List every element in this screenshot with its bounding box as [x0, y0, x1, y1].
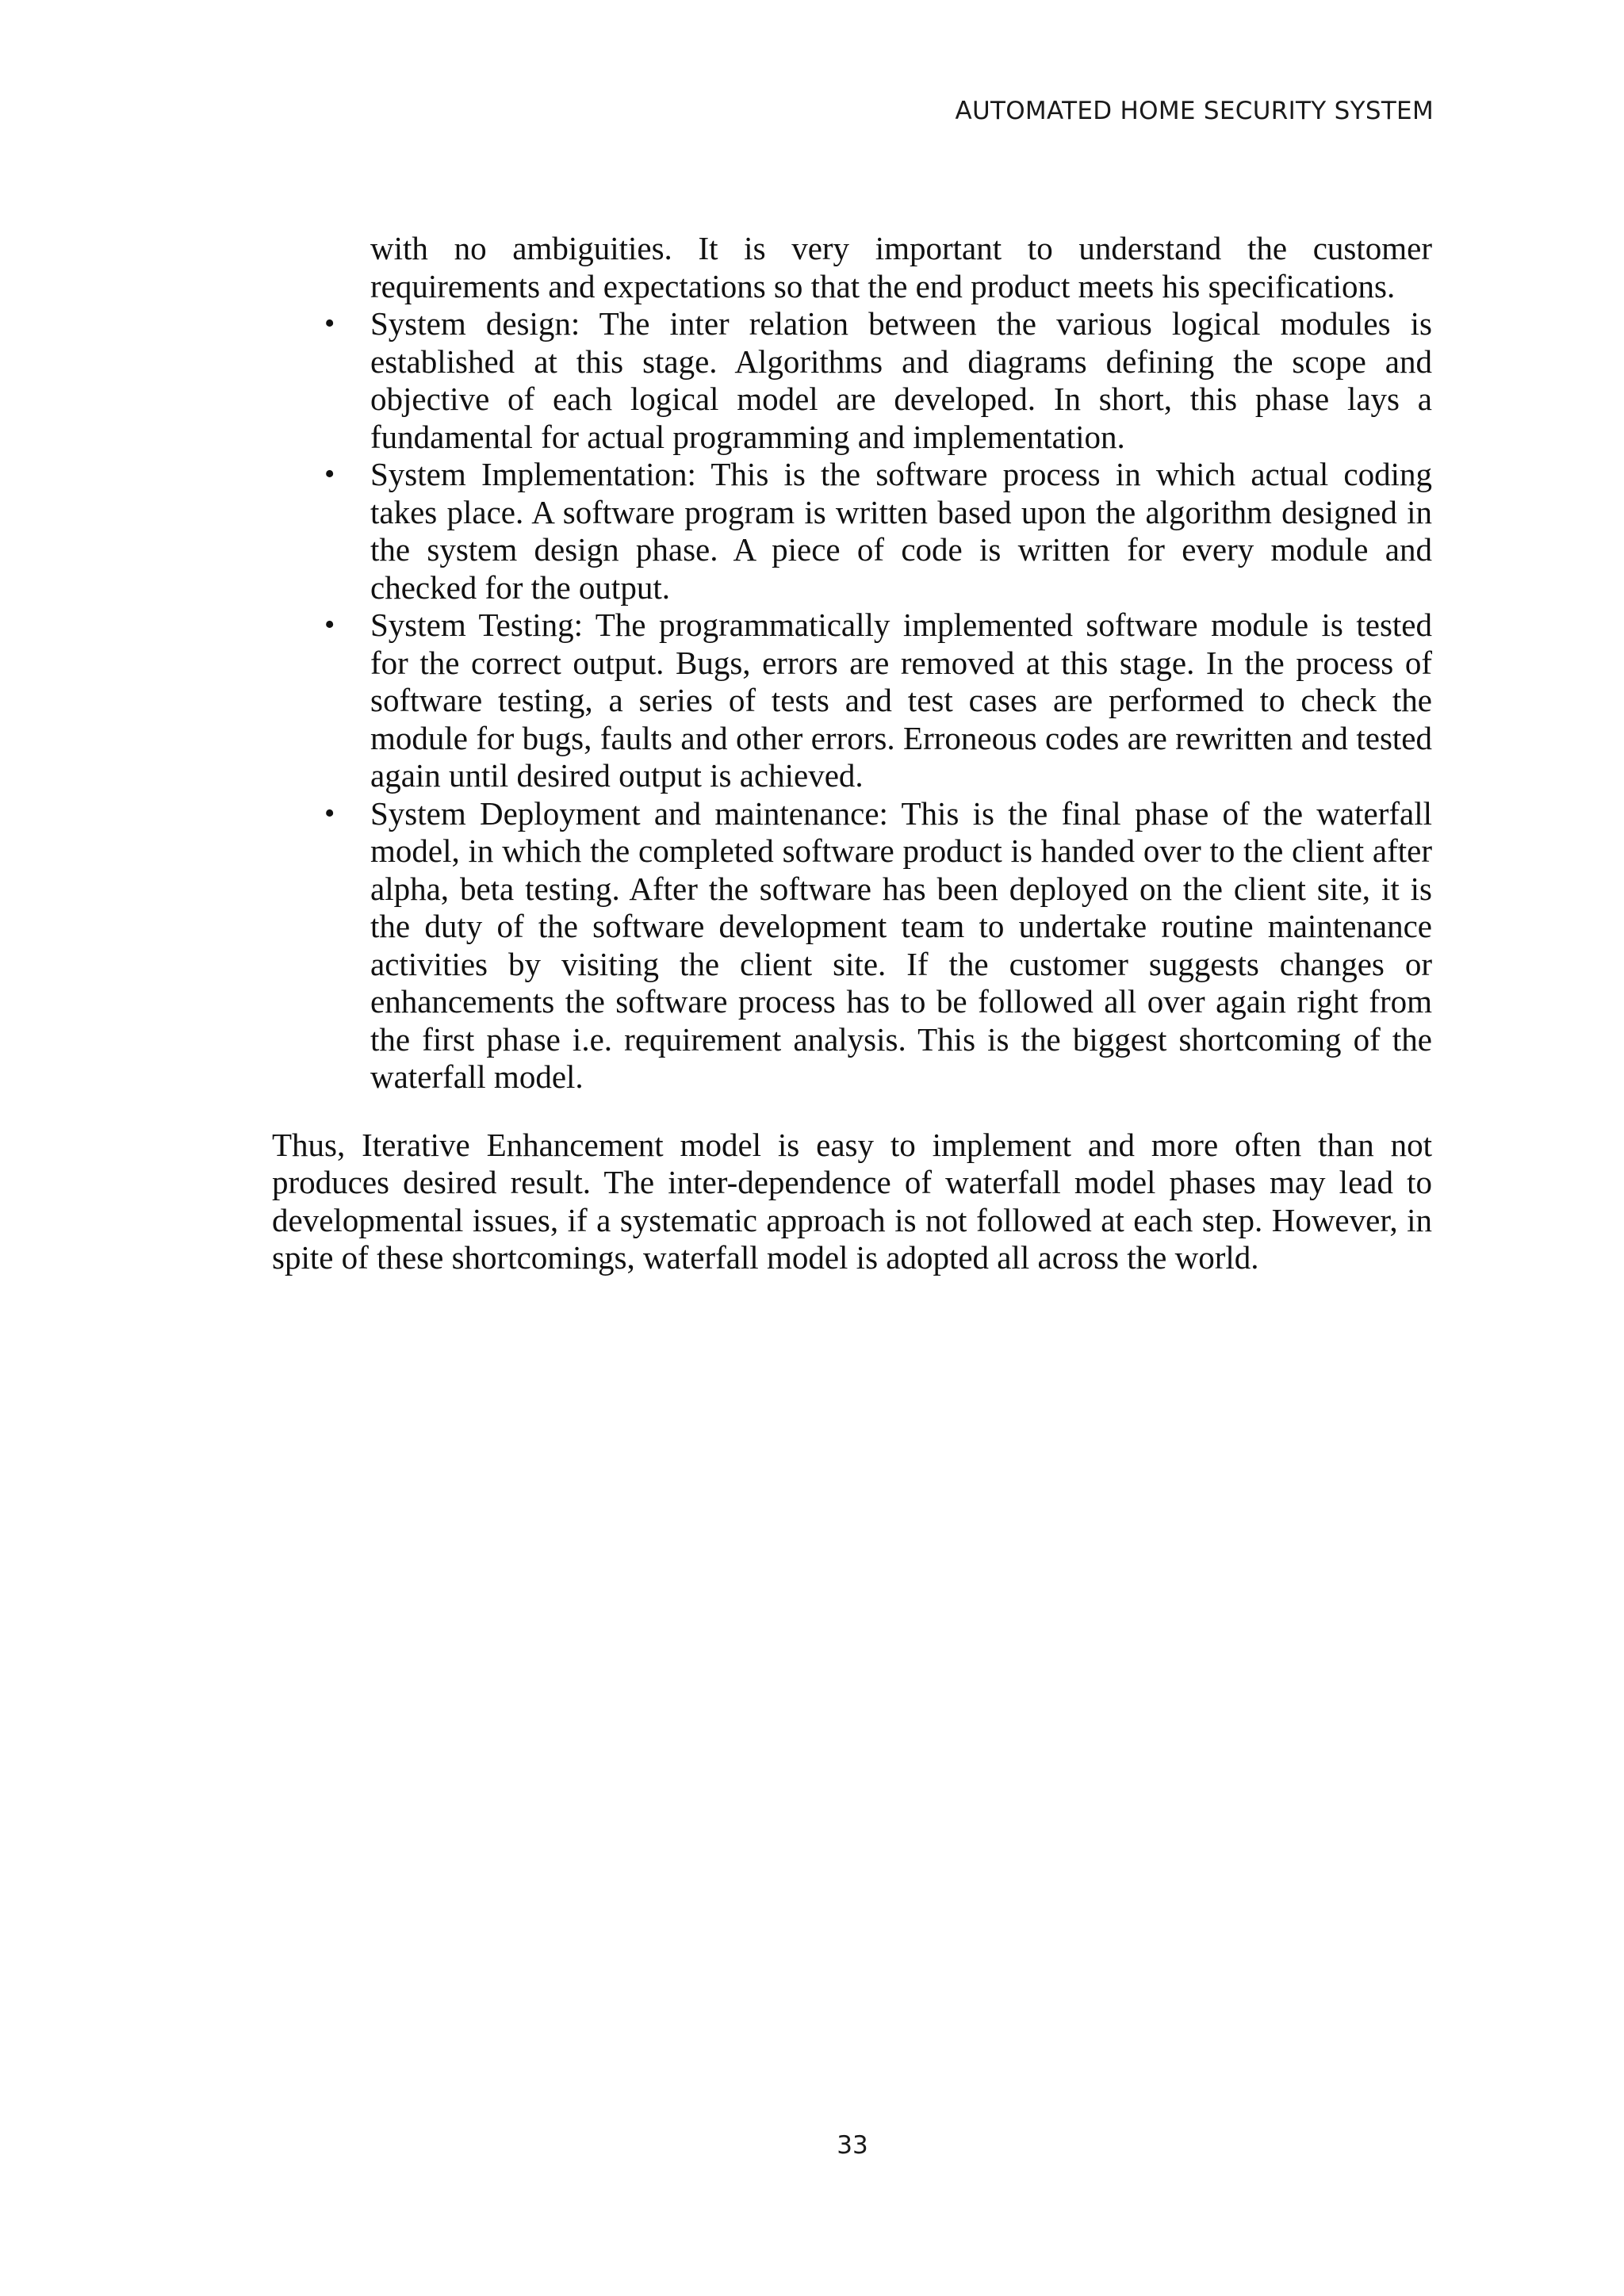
page-number: 33	[837, 2131, 868, 2160]
running-header: AUTOMATED HOME SECURITY SYSTEM	[955, 97, 1434, 125]
phase-list	[272, 305, 1432, 1096]
bullet-icon: •	[324, 796, 335, 830]
list-item-system-testing	[324, 607, 1432, 795]
continued-paragraph: with no ambiguities. It is very important to understand the customer requirements and expectations so that the end product meets his specifications.	[370, 230, 1432, 304]
list-item-text: System Testing: The programmatically implemented software module is tested for the correct output. Bugs, errors are removed at this stage. In the process of software testing, a series of tests and test cases are performed to check the module for bugs, faults and other errors. Erroneous codes are rewritten and tested again until desired output is achieved.	[370, 607, 1432, 794]
list-item-system-implementation	[324, 456, 1432, 607]
list-item-system-deployment	[324, 794, 1432, 1096]
closing-paragraph: Thus, Iterative Enhancement model is easy to implement and more often than not produces desired result. The inter-dependence of waterfall model phases may lead to developmental issues, if a systematic approach is not followed at each step. However, in spite of these shortcomings, waterfall model is adopted all across the world.	[272, 1126, 1432, 1276]
bullet-icon: •	[324, 457, 335, 491]
bullet-icon: •	[324, 307, 335, 340]
list-item-system-design	[324, 305, 1432, 456]
list-item-text: System Deployment and maintenance: This is the final phase of the waterfall model, in which the completed software product is handed over to the client after alpha, beta testing. After the software has been deployed on the client site, it is the duty of the software development team to undertake routine maintenance activities by visiting the client site. If the customer suggests changes or enhancements the software process has to be followed all over again right from the first phase i.e. requirement analysis. This is the biggest shortcoming of the waterfall model.	[370, 794, 1432, 1095]
page-body	[272, 230, 1432, 1277]
bullet-icon: •	[324, 608, 335, 641]
list-item-text: System design: The inter relation between the various logical modules is established at this stage. Algorithms and diagrams defining the scope and objective of each logical model are developed. In short, this phase lays a fundamental for actual programming and implementation.	[370, 305, 1432, 455]
list-item-text: System Implementation: This is the software process in which actual coding takes place. A software program is written based upon the algorithm designed in the system design phase. A piece of code is written for every module and checked for the output.	[370, 456, 1432, 606]
